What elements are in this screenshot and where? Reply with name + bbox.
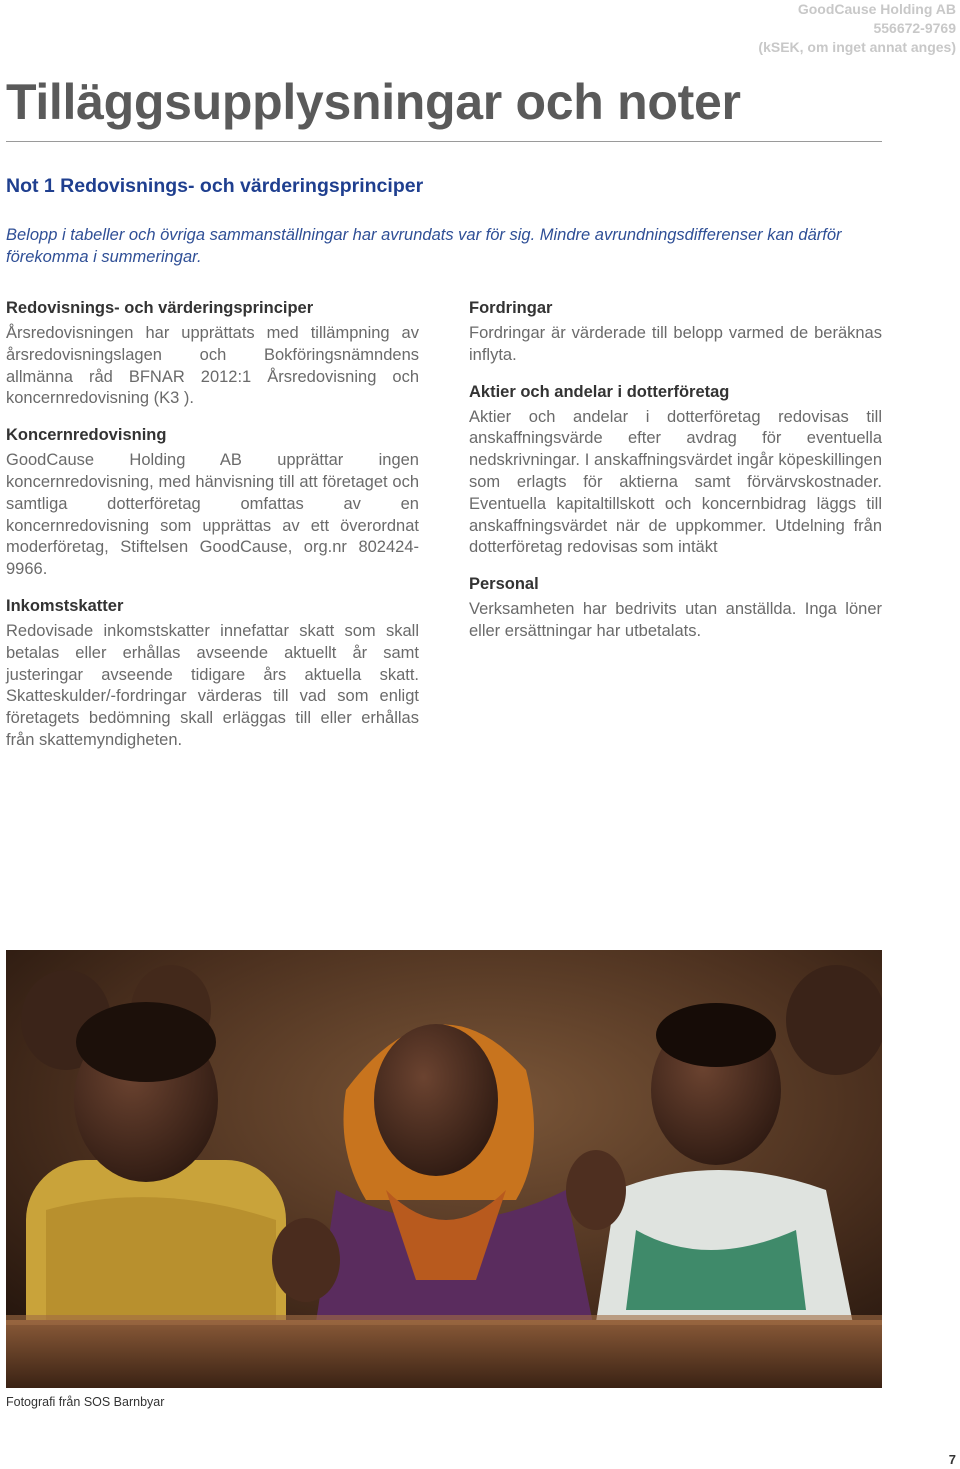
- company-name: GoodCause Holding AB: [797, 1, 956, 17]
- org-number: 556672-9769: [873, 20, 956, 36]
- left-column: [6, 297, 419, 766]
- section-heading-subsidiary-shares: Aktier och andelar i dotterföretag: [469, 382, 730, 401]
- section-body-principles: Årsredovisningen har upprättats med tillämpning av årsredovisningslagen och Bokföringsnämndens allmänna råd BFNAR 2012:1 Årsredovisning och koncernredovisning (K3 ).: [6, 324, 419, 408]
- section-heading-principles: Redovisnings- och värderingsprinciper: [6, 299, 314, 317]
- section-body-income-tax: Redovisade inkomstskatter innefattar skatt som skall betalas eller erhållas avseende aktuellt år samt justeringar avseende tidigare års aktuella skatt. Skatteskulder/-fordringar värderas till vad som enligt företagets bedömning skall erläggas till eller erhållas från skattemyndigheten.: [6, 621, 419, 749]
- right-column: [469, 297, 882, 657]
- note-title: Not 1 Redovisnings- och värderingsprinciper: [6, 175, 424, 197]
- photo-caption: Fotografi från SOS Barnbyar: [6, 1395, 165, 1409]
- intro-text: Belopp i tabeller och övriga sammanställningar har avrundats var för sig. Mindre avrundningsdifferenser kan därför förekomma i summeringar.: [6, 226, 842, 266]
- title-divider: [6, 141, 882, 142]
- section-body-subsidiary-shares: Aktier och andelar i dotterföretag redovisas till anskaffningsvärde efter avdrag för eventuella nedskrivningar. I anskaffningsvärdet ingår köpeskillingen som erlagts för aktierna samt förvärvskostnader. Eventuella kapitaltillskott och koncernbidrag läggs till anskaffningsvärdet när de uppkommer. Utdelning från dotterföretag redovisas som intäkt: [469, 407, 882, 557]
- children-photo: [6, 950, 882, 1388]
- photo-illustration: [6, 950, 882, 1388]
- section-heading-receivables: Fordringar: [469, 299, 553, 317]
- section-body-group-accounts: GoodCause Holding AB upprättar ingen koncernredovisning, med hänvisning till att företaget och samtliga dotterföretag omfattas av en koncernredovisning som upprättas av ett överordnat moderföretag, Stiftelsen GoodCause, org.nr 802424-9966.: [6, 451, 419, 579]
- unit-note: (kSEK, om inget annat anges): [758, 39, 956, 55]
- document-header: [758, 0, 956, 57]
- section-body-personnel: Verksamheten har bedrivits utan anställda. Inga löner eller ersättningar har utbetalats.: [469, 600, 882, 640]
- page-number: 7: [948, 1452, 956, 1467]
- page-title: Tilläggsupplysningar och noter: [6, 74, 741, 130]
- section-heading-income-tax: Inkomstskatter: [6, 596, 124, 615]
- section-body-receivables: Fordringar är värderade till belopp varmed de beräknas inflyta.: [469, 324, 882, 364]
- section-heading-group-accounts: Koncernredovisning: [6, 426, 167, 445]
- section-heading-personnel: Personal: [469, 575, 539, 594]
